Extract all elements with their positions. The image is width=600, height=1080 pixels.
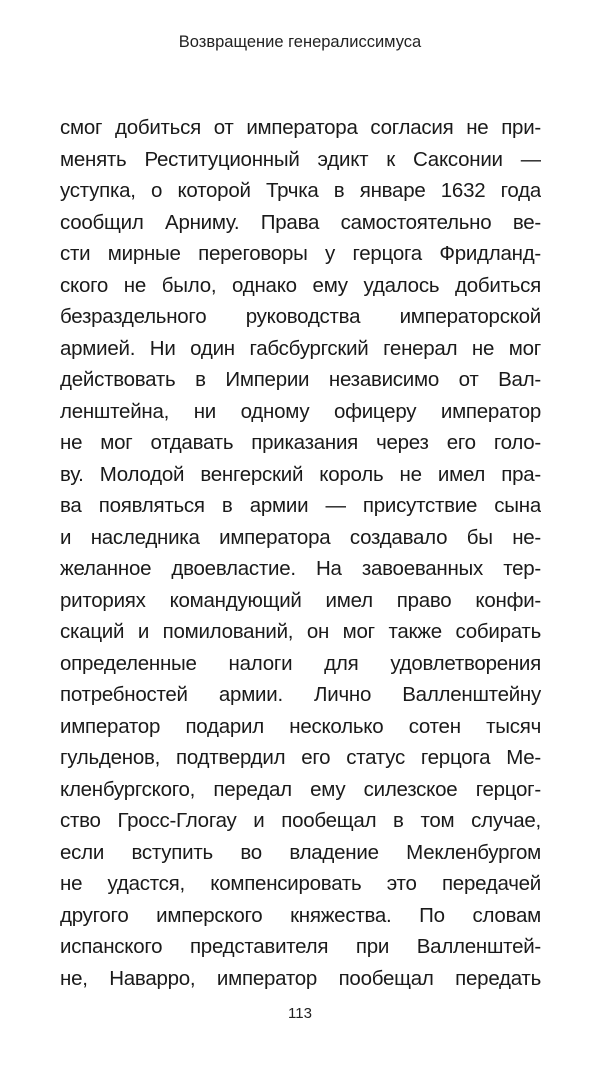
text-line: не, Наварро, император пообещал передать	[60, 966, 541, 990]
body-text	[60, 112, 541, 994]
text-line: гульденов, подтвердил его статус герцога Ме-	[60, 746, 541, 769]
text-line: риториях командующий имел право конфи-	[60, 588, 541, 612]
text-line: ство Гросс-Глогау и пообещал в том случае,	[60, 809, 541, 832]
text-line: император подарил несколько сотен тысяч	[60, 714, 541, 738]
text-line: потребностей армии. Лично Валленштейну	[60, 683, 541, 706]
text-line: уступка, о которой Трчка в январе 1632 года	[60, 179, 541, 202]
text-line: армией. Ни один габсбургский генерал не мог	[60, 336, 541, 360]
page-number: 113	[288, 1005, 312, 1022]
text-line: сти мирные переговоры у герцога Фридланд-	[60, 242, 541, 265]
text-line: и наследника императора создавало бы не-	[60, 525, 541, 549]
text-line: скаций и помилований, он мог также собирать	[60, 620, 541, 643]
text-line: менять Реституционный эдикт к Саксонии —	[60, 147, 541, 171]
text-line: другого имперского княжества. По словам	[60, 903, 541, 927]
text-line: испанского представителя при Валленштей-	[60, 935, 541, 958]
text-line: ва появляться в армии — присутствие сына	[60, 494, 541, 517]
text-line: смог добиться от императора согласия не при-	[60, 116, 541, 139]
text-line: кленбургского, передал ему силезское герцог-	[60, 777, 541, 801]
text-line: если вступить во владение Мекленбургом	[60, 840, 541, 864]
text-line: ленштейна, ни одному офицеру император	[60, 399, 541, 423]
text-line: не мог отдавать приказания через его голо-	[60, 431, 541, 454]
text-line: определенные налоги для удовлетворения	[60, 651, 541, 675]
text-line: сообщил Арниму. Права самостоятельно ве-	[60, 210, 541, 234]
text-line: не удастся, компенсировать это передачей	[60, 872, 541, 895]
text-line: ву. Молодой венгерский король не имел пра-	[60, 462, 541, 486]
text-line: желанное двоевластие. На завоеванных тер-	[60, 557, 541, 580]
text-line: действовать в Империи независимо от Вал-	[60, 368, 541, 391]
text-line: безраздельного руководства императорской	[60, 305, 541, 328]
running-header: Возвращение генералиссимуса	[178, 33, 422, 51]
text-line: ского не было, однако ему удалось добиться	[60, 273, 541, 297]
